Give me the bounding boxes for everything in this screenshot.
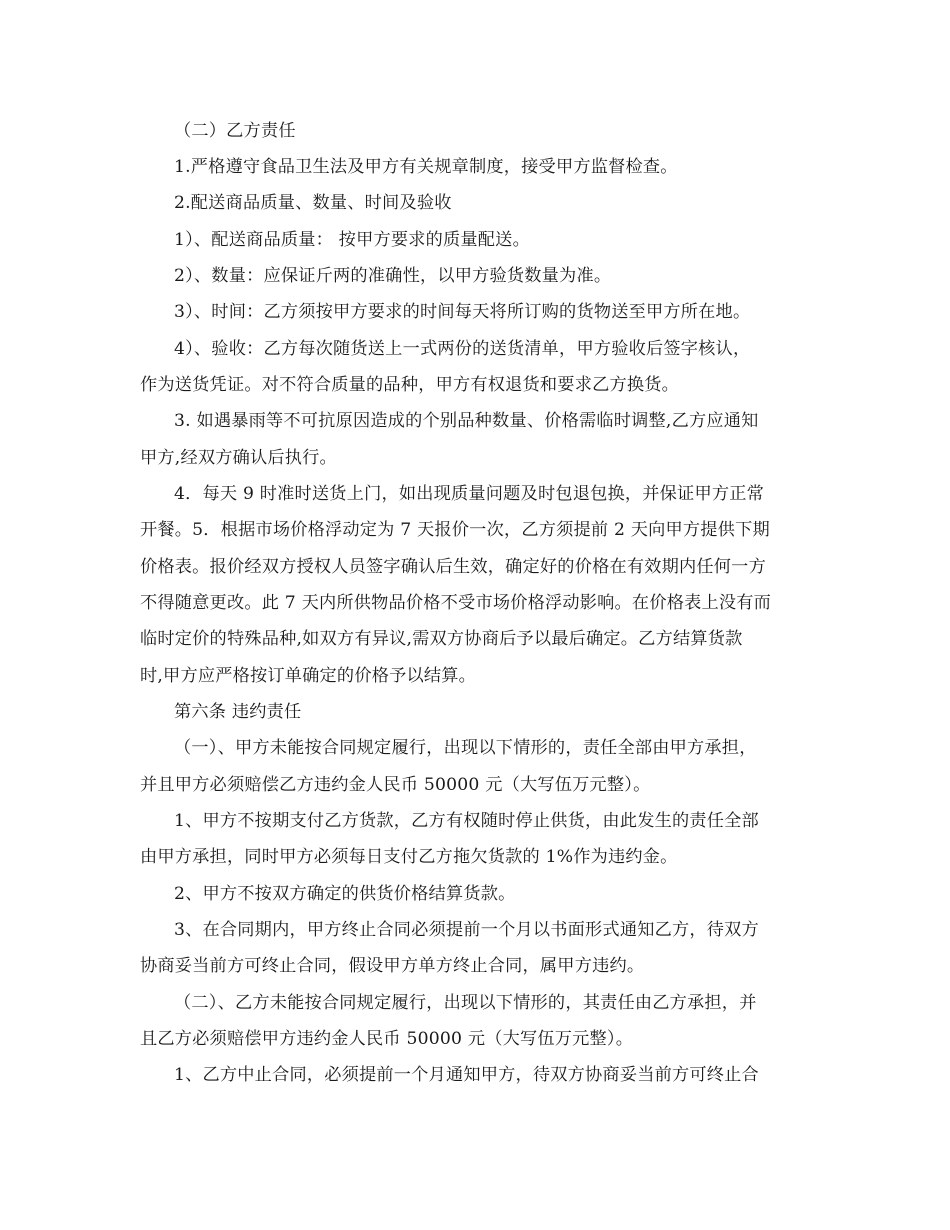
paragraph-line: 2）、数量：应保证斤两的准确性，以甲方验货数量为准。 xyxy=(174,266,612,286)
paragraph-line: 1）、配送商品质量： 按甲方要求的质量配送。 xyxy=(174,230,530,250)
paragraph-line: 1、甲方不按期支付乙方货款，乙方有权随时停止供货，由此发生的责任全部 xyxy=(174,811,759,831)
paragraph-line: 3、在合同期内，甲方终止合同必须提前一个月以书面形式通知乙方，待双方 xyxy=(174,920,759,940)
paragraph-line: 并且甲方必须赔偿乙方违约金人民币 50000 元（大写伍万元整）。 xyxy=(140,775,651,795)
paragraph-line: 2.配送商品质量、数量、时间及验收 xyxy=(174,193,452,213)
paragraph-line: 甲方,经双方确认后执行。 xyxy=(140,448,337,468)
paragraph-line: 由甲方承担，同时甲方必须每日支付乙方拖欠货款的 1%作为违约金。 xyxy=(140,847,678,867)
paragraph-line: 价格表。报价经双方授权人员签字确认后生效，确定好的价格在有效期内任何一方 xyxy=(140,557,766,577)
section-heading: （二）乙方责任 xyxy=(174,121,296,141)
paragraph-line: 时,甲方应严格按订单确定的价格予以结算。 xyxy=(140,666,477,686)
paragraph-line: 3）、时间：乙方须按甲方要求的时间每天将所订购的货物送至甲方所在地。 xyxy=(174,302,751,322)
paragraph-line: 作为送货凭证。对不符合质量的品种，甲方有权退货和要求乙方换货。 xyxy=(140,375,680,395)
paragraph-line: （一）、甲方未能按合同规定履行，出现以下情形的，责任全部由甲方承担， xyxy=(174,738,757,758)
paragraph-line: 开餐。5．根据市场价格浮动定为 7 天报价一次，乙方须提前 2 天向甲方提供下期 xyxy=(140,520,770,540)
paragraph-line: 1.严格遵守食品卫生法及甲方有关规章制度，接受甲方监督检查。 xyxy=(174,157,678,177)
paragraph-line: 3. 如遇暴雨等不可抗原因造成的个别品种数量、价格需临时调整,乙方应通知 xyxy=(174,411,759,431)
paragraph-line: 临时定价的特殊品种,如双方有异议,需双方协商后予以最后确定。乙方结算货款 xyxy=(140,629,743,649)
article-heading: 第六条 违约责任 xyxy=(174,702,302,722)
paragraph-line: 协商妥当前方可终止合同，假设甲方单方终止合同，属甲方违约。 xyxy=(140,956,645,976)
paragraph-line: （二）、乙方未能按合同规定履行，出现以下情形的，其责任由乙方承担，并 xyxy=(174,993,757,1013)
paragraph-line: 2、甲方不按双方确定的供货价格结算货款。 xyxy=(174,884,516,904)
paragraph-line: 1、乙方中止合同，必须提前一个月通知甲方，待双方协商妥当前方可终止合 xyxy=(174,1065,759,1085)
paragraph-line: 不得随意更改。此 7 天内所供物品价格不受市场价格浮动影响。在价格表上没有而 xyxy=(140,593,772,613)
paragraph-line: 且乙方必须赔偿甲方违约金人民币 50000 元（大写伍万元整）。 xyxy=(140,1029,634,1049)
paragraph-line: 4．每天 9 时准时送货上门，如出现质量问题及时包退包换，并保证甲方正常 xyxy=(174,484,765,504)
paragraph-line: 4）、验收：乙方每次随货送上一式两份的送货清单，甲方验收后签字核认， xyxy=(174,339,751,359)
